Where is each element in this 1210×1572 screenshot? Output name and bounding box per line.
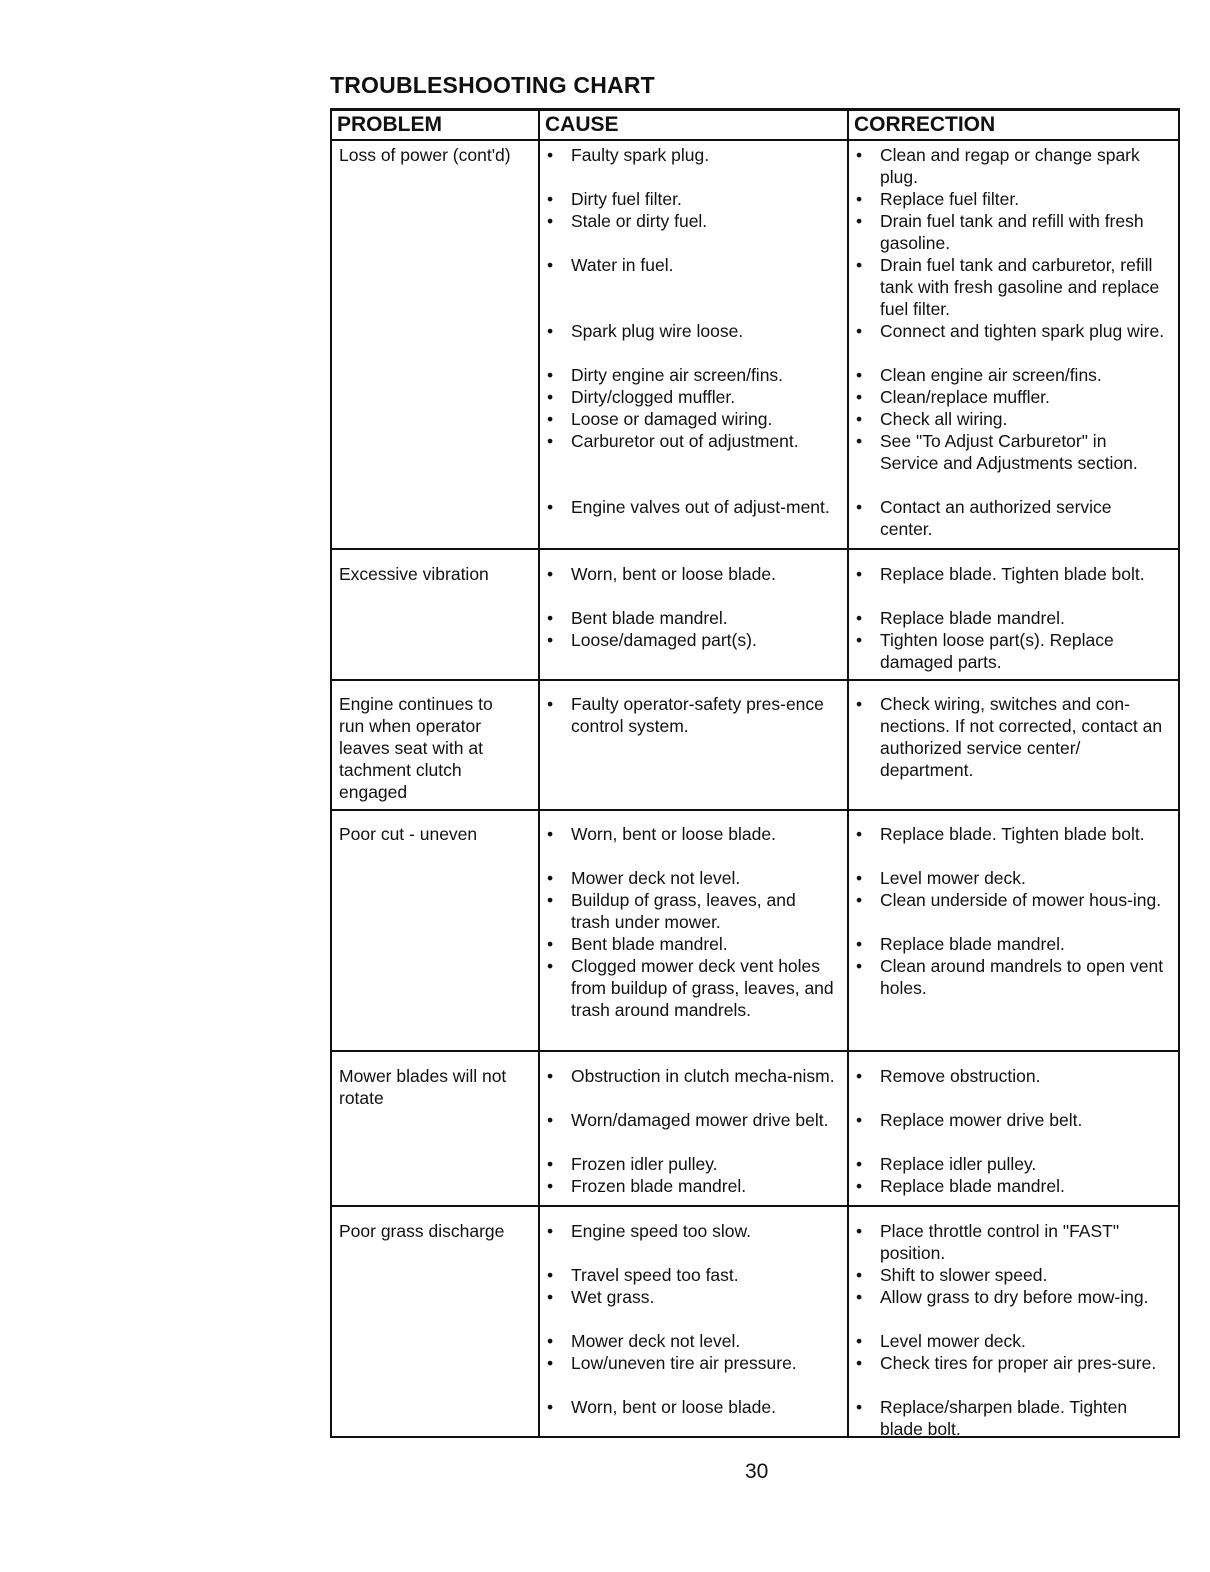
- cause-item: • Worn, bent or loose blade.: [547, 1397, 776, 1417]
- cause-item: • Dirty engine air screen/fins.: [547, 365, 784, 385]
- correction-item: • Drain fuel tank and carburetor, refill tank with fresh gasoline and replace fuel filter.: [856, 255, 1160, 319]
- cause-item: • Spark plug wire loose.: [547, 321, 744, 341]
- header-problem: PROBLEM: [337, 113, 442, 136]
- column-divider: [538, 111, 540, 1436]
- cause-item: • Clogged mower deck vent holes from buildup of grass, leaves, and trash around mandrels.: [547, 956, 834, 1020]
- cause-item: • Water in fuel.: [547, 255, 674, 275]
- row-divider: [332, 1205, 1178, 1207]
- correction-item: • Clean engine air screen/fins.: [856, 365, 1102, 385]
- cause-item: • Bent blade mandrel.: [547, 608, 728, 628]
- correction-item: • Allow grass to dry before mow-ing.: [856, 1287, 1149, 1307]
- cause-item: • Carburetor out of adjustment.: [547, 431, 799, 451]
- page-number: 30: [745, 1460, 769, 1483]
- problem-cell: Mower blades will not rotate: [339, 1066, 507, 1108]
- row-divider: [332, 1050, 1178, 1052]
- correction-item: • Shift to slower speed.: [856, 1265, 1048, 1285]
- page-title: TROUBLESHOOTING CHART: [330, 72, 655, 98]
- column-divider: [847, 111, 849, 1436]
- correction-item: • Check all wiring.: [856, 409, 1008, 429]
- header-cause: CAUSE: [545, 113, 619, 136]
- header-divider: [332, 139, 1178, 141]
- correction-item: • Replace blade. Tighten blade bolt.: [856, 564, 1145, 584]
- cause-item: • Engine speed too slow.: [547, 1221, 751, 1241]
- problem-cell: Poor cut - uneven: [339, 824, 478, 844]
- correction-item: • Clean underside of mower hous-ing.: [856, 890, 1162, 910]
- correction-item: • Replace blade. Tighten blade bolt.: [856, 824, 1145, 844]
- cause-item: • Worn/damaged mower drive belt.: [547, 1110, 829, 1130]
- cause-item: • Frozen blade mandrel.: [547, 1176, 747, 1196]
- problem-cell: Loss of power (cont'd): [339, 145, 511, 165]
- cause-item: • Obstruction in clutch mecha-nism.: [547, 1066, 835, 1086]
- correction-item: • Level mower deck.: [856, 1331, 1026, 1351]
- correction-item: • See "To Adjust Carburetor" in Service and Adjustments section.: [856, 431, 1138, 473]
- cause-item: • Frozen idler pulley.: [547, 1154, 718, 1174]
- cause-item: • Worn, bent or loose blade.: [547, 564, 776, 584]
- cause-item: • Low/uneven tire air pressure.: [547, 1353, 797, 1373]
- correction-item: • Drain fuel tank and refill with fresh gasoline.: [856, 211, 1144, 253]
- cause-item: • Bent blade mandrel.: [547, 934, 728, 954]
- header-correction: CORRECTION: [854, 113, 996, 136]
- cause-item: • Loose/damaged part(s).: [547, 630, 757, 650]
- cause-item: • Mower deck not level.: [547, 868, 741, 888]
- cause-item: • Worn, bent or loose blade.: [547, 824, 776, 844]
- correction-item: • Remove obstruction.: [856, 1066, 1041, 1086]
- cause-item: • Engine valves out of adjust-ment.: [547, 497, 830, 517]
- correction-item: • Tighten loose part(s). Replace damaged parts.: [856, 630, 1114, 672]
- correction-item: • Clean/replace muffler.: [856, 387, 1050, 407]
- troubleshooting-table: [330, 108, 1180, 1438]
- cause-item: • Faulty operator-safety pres-ence control system.: [547, 694, 824, 736]
- correction-item: • Check wiring, switches and con-nections. If not corrected, contact an authorized service center/ department.: [856, 694, 1163, 780]
- correction-item: • Replace blade mandrel.: [856, 1176, 1065, 1196]
- correction-item: • Replace blade mandrel.: [856, 934, 1065, 954]
- cause-item: • Loose or damaged wiring.: [547, 409, 773, 429]
- correction-item: • Check tires for proper air pres-sure.: [856, 1353, 1157, 1373]
- cause-item: • Travel speed too fast.: [547, 1265, 739, 1285]
- correction-item: • Clean around mandrels to open vent holes.: [856, 956, 1164, 998]
- problem-cell: Poor grass discharge: [339, 1221, 505, 1241]
- correction-item: • Place throttle control in "FAST" position.: [856, 1221, 1120, 1263]
- correction-item: • Connect and tighten spark plug wire.: [856, 321, 1165, 341]
- correction-item: • Replace blade mandrel.: [856, 608, 1065, 628]
- correction-item: • Level mower deck.: [856, 868, 1026, 888]
- correction-item: • Contact an authorized service center.: [856, 497, 1112, 539]
- cause-item: • Dirty fuel filter.: [547, 189, 682, 209]
- cause-item: • Stale or dirty fuel.: [547, 211, 708, 231]
- correction-item: • Replace mower drive belt.: [856, 1110, 1083, 1130]
- row-divider: [332, 809, 1178, 811]
- correction-item: • Replace/sharpen blade. Tighten blade bolt.: [856, 1397, 1128, 1439]
- cause-item: • Wet grass.: [547, 1287, 655, 1307]
- problem-cell: Excessive vibration: [339, 564, 489, 584]
- cause-item: • Faulty spark plug.: [547, 145, 710, 165]
- correction-item: • Clean and regap or change spark plug.: [856, 145, 1140, 187]
- cause-item: • Dirty/clogged muffler.: [547, 387, 736, 407]
- cause-item: • Buildup of grass, leaves, and trash under mower.: [547, 890, 796, 932]
- correction-item: • Replace idler pulley.: [856, 1154, 1037, 1174]
- row-divider: [332, 679, 1178, 681]
- cause-item: • Mower deck not level.: [547, 1331, 741, 1351]
- correction-item: • Replace fuel filter.: [856, 189, 1020, 209]
- problem-cell: Engine continues to run when operator leaves seat with at tachment clutch engaged: [339, 694, 493, 802]
- row-divider: [332, 548, 1178, 550]
